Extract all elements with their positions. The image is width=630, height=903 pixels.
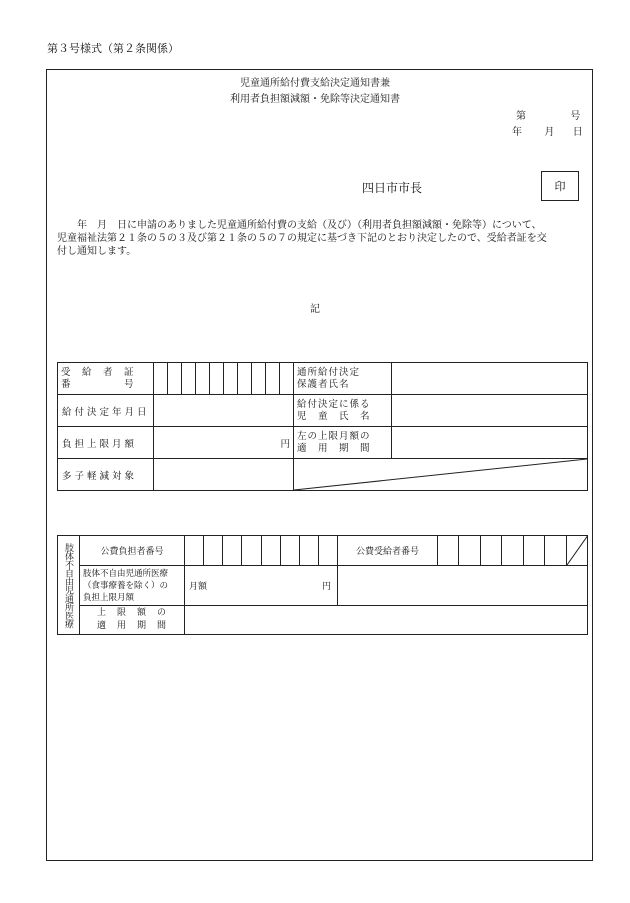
medical-limit-blank	[338, 566, 588, 606]
medical-table	[57, 535, 588, 635]
monthly-label: 月額	[189, 582, 208, 592]
document-number	[516, 107, 580, 122]
child-name-field[interactable]	[392, 395, 588, 427]
diagonal-line	[294, 459, 587, 490]
notice-body-line: 児童福祉法第２１条の５の３及び第２１条の５の７の規定に基づき下記のとおり決定したので、受給者証を交	[57, 233, 547, 244]
limit-amount-field[interactable]	[154, 427, 294, 459]
recipient-number-boxes[interactable]	[154, 363, 294, 395]
issuer-name: 四日市市長	[362, 181, 423, 195]
recipient-number-label-a: 受 給 者 証	[61, 366, 135, 378]
medical-limit-field[interactable]	[185, 566, 338, 606]
child-name-label-b: 児 童 氏 名	[297, 410, 371, 422]
payer-number-label: 公費負担者番号	[80, 536, 185, 566]
guardian-name-field[interactable]	[392, 363, 588, 395]
date-month: 月	[544, 127, 555, 138]
medical-limit-label	[80, 566, 185, 606]
decision-table	[57, 362, 588, 491]
limit-period-label	[294, 427, 392, 459]
guardian-name-label-b: 保護者氏名	[297, 378, 350, 390]
seal-box: 印	[541, 171, 579, 201]
document-date	[512, 123, 583, 138]
limit-period-label-a: 左の上限月額の	[297, 430, 371, 442]
recipient-number-label	[58, 363, 154, 395]
yen-unit: 円	[321, 582, 331, 592]
decision-date-field[interactable]	[154, 395, 294, 427]
decision-date-label: 給付決定年月日	[58, 395, 154, 427]
diagonal-line	[567, 536, 587, 565]
payer-number-boxes[interactable]	[185, 536, 338, 566]
notice-body	[57, 219, 587, 258]
notice-body-line: 年 月 日に申請のありました児童通所給付費の支給（及び）（利用者負担額減額・免除等）について、	[57, 220, 542, 231]
notice-body-line: 付し通知します。	[57, 246, 137, 257]
medical-limit-label-b: （食事療養を除く）の	[83, 580, 169, 591]
child-name-label	[294, 395, 392, 427]
upper-limit-period-label	[80, 606, 185, 635]
medical-limit-label-c: 負担上限月額	[83, 592, 135, 603]
form-number-label: 第３号様式（第２条関係）	[47, 42, 179, 55]
recipient-public-number-label: 公費受給者番号	[338, 536, 438, 566]
document-title-line2: 利用者負担額減額・免除等決定通知書	[230, 94, 400, 105]
multi-child-field[interactable]	[154, 459, 294, 491]
yen-unit: 円	[280, 438, 290, 450]
guardian-name-label-a: 通所給付決定	[297, 366, 361, 378]
upper-limit-period-field[interactable]	[185, 606, 588, 635]
upper-limit-period-label-b: 適 用 期 間	[96, 621, 167, 631]
medical-side-label: 肢体不自由児通所医療	[58, 536, 80, 635]
limit-amount-label: 負担上限月額	[58, 427, 154, 459]
recipient-number-label-b: 番 号	[61, 378, 135, 390]
upper-limit-period-label-a: 上 限 額 の	[96, 608, 167, 618]
multi-child-label: 多子軽減対象	[58, 459, 154, 491]
recipient-public-number-boxes[interactable]	[438, 536, 588, 566]
date-year: 年	[512, 127, 522, 138]
multi-child-diagonal-cell	[294, 459, 588, 491]
ki-heading: 記	[310, 304, 320, 315]
document-number-prefix: 第	[516, 111, 526, 122]
limit-period-label-b: 適 用 期 間	[297, 442, 371, 454]
document-number-suffix: 号	[570, 111, 581, 122]
date-day: 日	[572, 127, 583, 138]
medical-limit-label-a: 肢体不自由児通所医療	[83, 568, 169, 579]
child-name-label-a: 給付決定に係る	[297, 398, 371, 410]
document-title-line1: 児童通所給付費支給決定通知書兼	[240, 78, 390, 89]
guardian-name-label	[294, 363, 392, 395]
limit-period-field[interactable]	[392, 427, 588, 459]
